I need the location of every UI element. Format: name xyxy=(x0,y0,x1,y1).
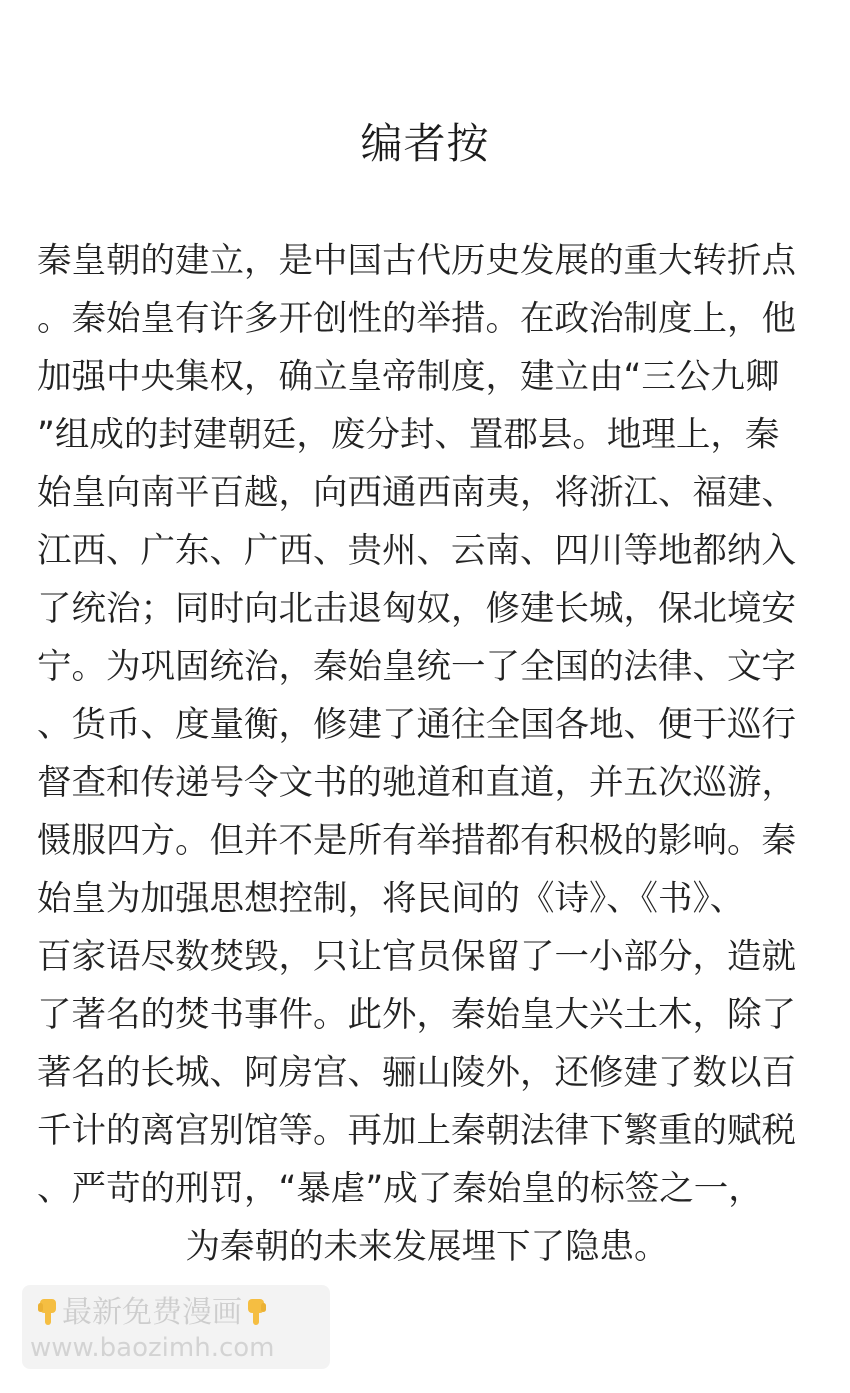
article-line: 始皇为加强思想控制，将民间的《诗》、《书》、 xyxy=(37,879,745,919)
article-line: 著名的长城、阿房宫、骊山陵外，还修建了数以百 xyxy=(37,1053,796,1093)
article-line: ”组成的封建朝廷，废分封、置郡县。地理上，秦 xyxy=(37,415,780,455)
article-line: 江西、广东、广西、贵州、云南、四川等地都纳入 xyxy=(37,531,796,571)
article-line: 督查和传递号令文书的驰道和直道，并五次巡游， xyxy=(37,763,796,803)
article-line: 、严苛的刑罚，“暴虐”成了秦始皇的标签之一， xyxy=(37,1169,763,1209)
article-line: 慑服四方。但并不是所有举措都有积极的影响。秦 xyxy=(37,821,796,861)
article-line: 了统治；同时向北击退匈奴，修建长城，保北境安 xyxy=(37,589,796,629)
article-line: 加强中央集权，确立皇帝制度，建立由“三公九卿 xyxy=(37,357,780,397)
watermark-text: 最新免费漫画 xyxy=(62,1295,242,1330)
article-line: 始皇向南平百越，向西通西南夷，将浙江、福建、 xyxy=(37,473,796,513)
watermark-badge[interactable] xyxy=(22,1285,330,1369)
pointing-down-hand-icon xyxy=(34,1297,62,1327)
article-line: 百家语尽数焚毁，只让官员保留了一小部分，造就 xyxy=(37,937,796,977)
article-line: 。秦始皇有许多开创性的举措。在政治制度上，他 xyxy=(37,299,796,339)
article-line: 千计的离宫别馆等。再加上秦朝法律下繁重的赋税 xyxy=(37,1111,796,1151)
pointing-down-hand-icon xyxy=(242,1297,270,1327)
article-body xyxy=(37,232,817,1276)
article-line: 秦皇朝的建立，是中国古代历史发展的重大转折点 xyxy=(37,241,796,281)
watermark-url[interactable]: www.baozimh.com xyxy=(30,1333,275,1363)
article-line-last: 为秦朝的未来发展埋下了隐患。 xyxy=(185,1227,669,1267)
article-line: 了著名的焚书事件。此外，秦始皇大兴土木，除了 xyxy=(37,995,796,1035)
article-line: 宁。为巩固统治，秦始皇统一了全国的法律、文字 xyxy=(37,647,796,687)
watermark-title-row xyxy=(34,1293,270,1333)
page-title: 编者按 xyxy=(360,119,490,168)
article-line: 、货币、度量衡，修建了通往全国各地、便于巡行 xyxy=(37,705,796,745)
